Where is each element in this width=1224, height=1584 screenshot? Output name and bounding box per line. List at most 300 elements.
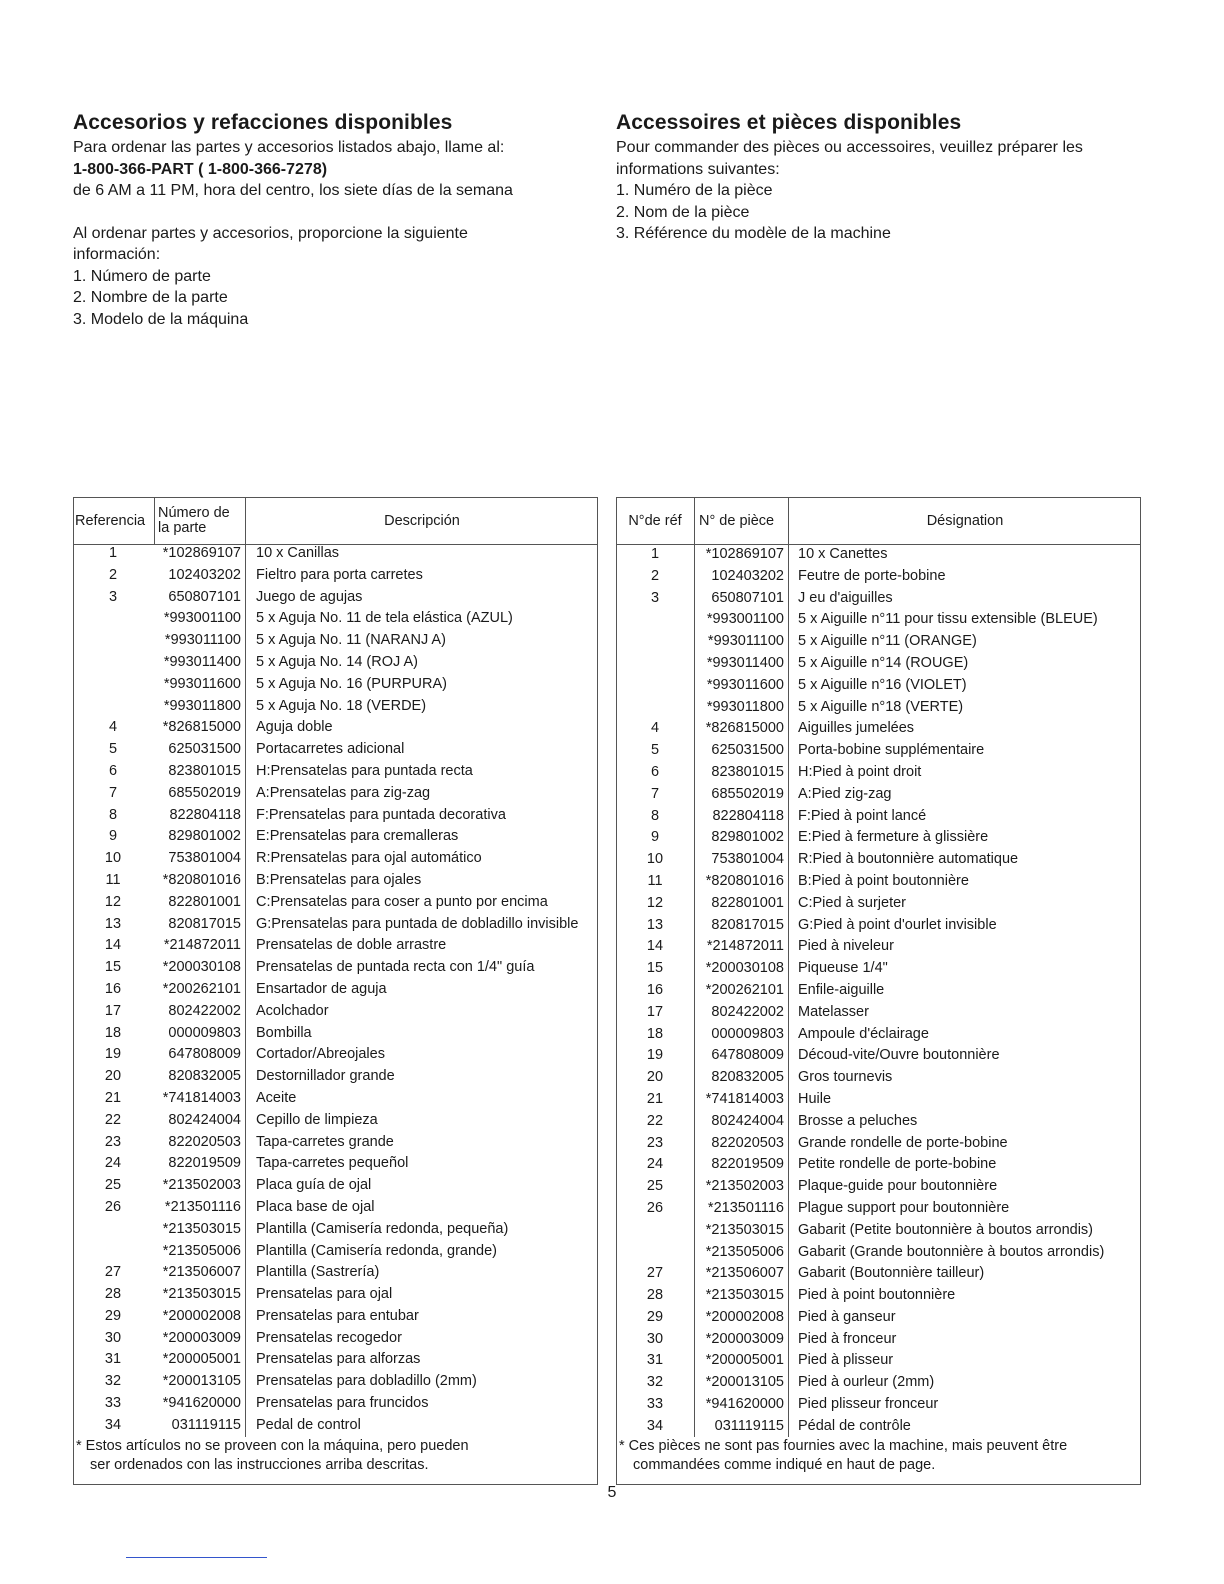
table-row <box>617 1242 1140 1264</box>
table-row <box>74 1044 597 1066</box>
description-cell: Plague support pour boutonnière <box>798 1199 1010 1216</box>
table-row <box>617 1198 1140 1220</box>
part-number-cell: 820832005 <box>168 1068 241 1085</box>
table-row <box>74 1110 597 1132</box>
description-cell: Piqueuse 1/4" <box>798 960 888 977</box>
description-cell: Ensartador de aguja <box>256 980 387 997</box>
description-cell: Gabarit (Boutonnière tailleur) <box>798 1265 985 1282</box>
table-row <box>617 762 1140 784</box>
description-cell: F:Prensatelas para puntada decorativa <box>256 806 506 823</box>
part-number-cell: 753801004 <box>168 850 241 867</box>
table-row <box>617 827 1140 849</box>
description-cell: R:Pied à boutonnière automatique <box>798 851 1019 868</box>
description-cell: Pied à niveleur <box>798 938 894 955</box>
part-number-cell: *200262101 <box>162 980 241 997</box>
description-cell: Pied à point boutonnière <box>798 1287 956 1304</box>
description-cell: G:Pied à point d'ourlet invisible <box>798 916 997 933</box>
table-row <box>617 1394 1140 1416</box>
table-row <box>617 958 1140 980</box>
description-cell: 5 x Aguja No. 14 (ROJ A) <box>256 653 418 670</box>
header-numero-line-1: Número de <box>158 505 230 521</box>
table-row <box>617 1067 1140 1089</box>
table-row <box>617 697 1140 719</box>
french-intro-line-2: informations suivantes: <box>616 160 780 178</box>
table-row <box>617 1220 1140 1242</box>
description-cell: Ampoule d'éclairage <box>798 1025 929 1042</box>
table-row <box>74 717 597 739</box>
spanish-intro <box>73 111 593 330</box>
part-number-cell: *200002008 <box>162 1307 241 1324</box>
description-cell: H:Prensatelas para puntada recta <box>256 762 473 779</box>
table-header <box>617 498 1140 545</box>
description-cell: Cortador/Abreojales <box>256 1046 385 1063</box>
ref-cell: 18 <box>104 1024 122 1041</box>
part-number-cell: *993001100 <box>163 610 241 627</box>
ref-cell: 23 <box>104 1133 122 1150</box>
table-row <box>74 1349 597 1371</box>
description-cell: Cepillo de limpieza <box>256 1111 378 1128</box>
table-row <box>617 1111 1140 1133</box>
ref-cell: 24 <box>104 1155 122 1172</box>
ref-cell: 31 <box>646 1352 664 1369</box>
ref-cell: 11 <box>105 871 121 888</box>
description-cell: E:Prensatelas para cremalleras <box>256 828 459 845</box>
part-number-cell: *826815000 <box>705 720 784 737</box>
table-row <box>74 848 597 870</box>
french-intro-line-1: Pour commander des pièces ou accessoires, veuillez préparer les <box>616 139 1083 156</box>
spanish-order-line-2: información: <box>73 246 161 263</box>
ref-cell: 27 <box>646 1265 664 1282</box>
footnote-line-1: * Estos artículos no se proveen con la máquina, pero pueden <box>76 1438 469 1454</box>
part-number-cell: *200013105 <box>162 1373 241 1390</box>
spanish-intro-text: Para ordenar las partes y accesorios listados abajo, llame al: <box>73 139 505 156</box>
ref-cell: 18 <box>646 1025 664 1042</box>
description-cell: C:Prensatelas para coser a punto por encima <box>256 893 548 910</box>
description-cell: Prensatelas para entubar <box>256 1307 419 1324</box>
table-row <box>617 1350 1140 1372</box>
description-cell: Gabarit (Grande boutonnière à boutos arrondis) <box>798 1243 1105 1260</box>
header-no-de-ref: N°de réf <box>628 512 682 529</box>
part-number-cell: *993011600 <box>706 676 784 693</box>
table-row <box>74 1306 597 1328</box>
ref-cell: 22 <box>646 1112 664 1129</box>
description-cell: Pied à fronceur <box>798 1330 897 1347</box>
part-number-cell: *941620000 <box>705 1396 784 1413</box>
description-cell: E:Pied à fermeture à glissière <box>798 829 989 846</box>
table-row <box>617 588 1140 610</box>
table-row <box>617 1372 1140 1394</box>
ref-cell: 26 <box>646 1199 664 1216</box>
table-row <box>74 630 597 652</box>
footnote-line-2: ser ordenados con las instrucciones arriba descritas. <box>90 1457 429 1473</box>
table-row <box>74 935 597 957</box>
spanish-list-item: 2. Nombre de la parte <box>73 289 228 306</box>
table-row <box>617 1154 1140 1176</box>
ref-cell: 32 <box>646 1374 664 1391</box>
ref-cell: 7 <box>650 785 660 802</box>
ref-cell: 19 <box>646 1047 664 1064</box>
description-cell: Placa guía de ojal <box>256 1177 372 1194</box>
table-row <box>74 674 597 696</box>
ref-cell: 4 <box>108 719 118 736</box>
ref-cell: 1 <box>108 545 118 561</box>
description-cell: Aceite <box>256 1089 297 1106</box>
ref-cell: 17 <box>646 1003 664 1020</box>
part-number-cell: *993011400 <box>706 654 784 671</box>
part-number-cell: *200005001 <box>705 1352 784 1369</box>
ref-cell: 2 <box>108 566 118 583</box>
description-cell: Gabarit (Petite boutonnière à boutos arrondis) <box>798 1221 1094 1238</box>
part-number-cell: *213505006 <box>162 1242 241 1259</box>
part-number-cell: *213503015 <box>705 1221 784 1238</box>
part-number-cell: *213501116 <box>164 1198 241 1215</box>
table-rows <box>617 544 1140 1438</box>
ref-cell: 33 <box>646 1396 664 1413</box>
table-row <box>74 1393 597 1415</box>
part-number-cell: 822801001 <box>711 894 784 911</box>
description-cell: C:Pied à surjeter <box>798 894 906 911</box>
ref-cell: 16 <box>646 981 664 998</box>
ref-cell: 10 <box>104 850 122 867</box>
french-title: Accessoires et pièces disponibles <box>616 111 962 134</box>
ref-cell: 24 <box>646 1156 664 1173</box>
table-row <box>74 1066 597 1088</box>
table-row <box>74 696 597 718</box>
part-number-cell: 822019509 <box>168 1155 241 1172</box>
table-row <box>617 893 1140 915</box>
description-cell: 5 x Aiguille n°11 pour tissu extensible (BLEUE) <box>798 611 1098 628</box>
description-cell: Pied à plisseur <box>798 1352 894 1369</box>
description-cell: B:Prensatelas para ojales <box>256 871 422 888</box>
ref-cell: 8 <box>650 807 660 824</box>
ref-cell: 21 <box>646 1090 664 1107</box>
part-number-cell: 822020503 <box>168 1133 241 1150</box>
table-row <box>74 957 597 979</box>
description-cell: Petite rondelle de porte-bobine <box>798 1156 997 1173</box>
ref-cell: 8 <box>108 806 118 823</box>
description-cell: 5 x Aguja No. 11 (NARANJ A) <box>256 632 446 649</box>
header-numero-de-parte <box>158 498 248 544</box>
table-row <box>74 1001 597 1023</box>
description-cell: Prensatelas para dobladillo (2mm) <box>256 1373 477 1390</box>
table-row <box>617 653 1140 675</box>
part-number-cell: 829801002 <box>711 829 784 846</box>
part-number-cell: *213503015 <box>162 1286 241 1303</box>
table-row <box>617 718 1140 740</box>
description-cell: Feutre de porte-bobine <box>798 567 946 584</box>
ref-cell: 30 <box>104 1329 122 1346</box>
part-number-cell: 822019509 <box>711 1156 784 1173</box>
table-row <box>74 1328 597 1350</box>
footer-rule <box>126 1557 267 1558</box>
part-number-cell: *993001100 <box>706 611 784 628</box>
ref-cell: 15 <box>646 960 664 977</box>
table-row <box>617 1089 1140 1111</box>
part-number-cell: 802424004 <box>168 1111 241 1128</box>
description-cell: Pied plisseur fronceur <box>798 1396 939 1413</box>
spanish-list-item: 1. Número de parte <box>73 267 211 285</box>
description-cell: Acolchador <box>256 1002 329 1019</box>
table-row <box>617 915 1140 937</box>
table-row <box>74 1219 597 1241</box>
table-row <box>74 1088 597 1110</box>
table-row <box>617 1133 1140 1155</box>
part-number-cell: *200003009 <box>705 1330 784 1347</box>
table-row <box>74 1284 597 1306</box>
ref-cell: 16 <box>104 980 122 997</box>
description-cell: J eu d'aiguilles <box>798 589 893 606</box>
ref-cell: 21 <box>104 1089 122 1106</box>
ref-cell: 32 <box>104 1373 122 1390</box>
table-row <box>617 1285 1140 1307</box>
ref-cell: 14 <box>104 937 122 954</box>
footnote-line-2: commandées comme indiqué en haut de page. <box>633 1457 936 1473</box>
part-number-cell: *741814003 <box>705 1090 784 1107</box>
table-row <box>617 1045 1140 1067</box>
table-row <box>74 1415 597 1437</box>
part-number-cell: 647808009 <box>168 1046 241 1063</box>
description-cell: Aguja doble <box>256 719 333 736</box>
table-row <box>617 806 1140 828</box>
description-cell: Prensatelas recogedor <box>256 1329 402 1346</box>
table-rows <box>74 543 597 1437</box>
description-cell: G:Prensatelas para puntada de dobladillo invisible <box>256 915 579 932</box>
description-cell: Brosse a peluches <box>798 1112 918 1129</box>
part-number-cell: *213502003 <box>705 1178 784 1195</box>
table-row <box>617 1024 1140 1046</box>
table-row <box>74 914 597 936</box>
header-referencia: Referencia <box>75 512 146 529</box>
table-row <box>74 826 597 848</box>
part-number-cell: 802424004 <box>711 1112 784 1129</box>
table-row <box>617 936 1140 958</box>
description-cell: Prensatelas para ojal <box>256 1286 393 1303</box>
table-row <box>74 1153 597 1175</box>
french-parts-table <box>616 497 1141 1485</box>
part-number-cell: *102869107 <box>162 545 241 561</box>
footnote-line-1: * Ces pièces ne sont pas fournies avec la machine, mais peuvent être <box>619 1438 1068 1454</box>
table-row <box>74 565 597 587</box>
french-list-item: 1. Numéro de la pièce <box>616 182 773 199</box>
description-cell: A:Pied zig-zag <box>798 785 892 802</box>
part-number-cell: *993011800 <box>163 697 241 714</box>
ref-cell: 6 <box>650 763 660 780</box>
part-number-cell: *741814003 <box>162 1089 241 1106</box>
part-number-cell: *200030108 <box>162 959 241 976</box>
table-row <box>617 740 1140 762</box>
french-list-item: 3. Référence du modèle de la machine <box>616 225 891 242</box>
part-number-cell: 031119115 <box>171 1416 241 1433</box>
spanish-hours: de 6 AM a 11 PM, hora del centro, los siete días de la semana <box>73 182 513 199</box>
description-cell: Pied à ourleur (2mm) <box>798 1374 935 1391</box>
part-number-cell: 823801015 <box>168 762 241 779</box>
part-number-cell: 647808009 <box>711 1047 784 1064</box>
spanish-title: Accesorios y refacciones disponibles <box>73 111 453 134</box>
table-row <box>74 1023 597 1045</box>
ref-cell: 1 <box>650 546 660 562</box>
ref-cell: 23 <box>646 1134 664 1151</box>
ref-cell: 20 <box>646 1069 664 1086</box>
header-designation: Désignation <box>926 512 1004 529</box>
part-number-cell: *200030108 <box>705 960 784 977</box>
ref-cell: 11 <box>647 872 663 889</box>
table-row <box>74 761 597 783</box>
description-cell: A:Prensatelas para zig-zag <box>256 784 431 801</box>
ref-cell: 13 <box>646 916 664 933</box>
part-number-cell: *213505006 <box>705 1243 784 1260</box>
part-number-cell: *213503015 <box>705 1287 784 1304</box>
part-number-cell: 822801001 <box>168 893 241 910</box>
table-row <box>74 1371 597 1393</box>
part-number-cell: 753801004 <box>711 851 784 868</box>
part-number-cell: *213501116 <box>707 1199 784 1216</box>
description-cell: Destornillador grande <box>256 1068 395 1085</box>
ref-cell: 27 <box>104 1264 122 1281</box>
ref-cell: 4 <box>650 720 660 737</box>
description-cell: Tapa-carretes pequeñol <box>256 1155 409 1172</box>
part-number-cell: *200003009 <box>162 1329 241 1346</box>
table-row <box>617 609 1140 631</box>
table-row <box>74 652 597 674</box>
table-row <box>74 979 597 1001</box>
ref-cell: 28 <box>646 1287 664 1304</box>
description-cell: Matelasser <box>798 1003 869 1020</box>
table-row <box>617 980 1140 1002</box>
part-number-cell: *200013105 <box>705 1374 784 1391</box>
part-number-cell: *993011100 <box>164 632 241 649</box>
table-row <box>74 870 597 892</box>
part-number-cell: 820817015 <box>168 915 241 932</box>
ref-cell: 28 <box>104 1286 122 1303</box>
description-cell: Découd-vite/Ouvre boutonnière <box>798 1047 1000 1064</box>
description-cell: Plantilla (Sastrería) <box>256 1264 380 1281</box>
part-number-cell: 650807101 <box>711 589 784 606</box>
part-number-cell: 820832005 <box>711 1069 784 1086</box>
ref-cell: 5 <box>108 741 118 758</box>
table-row <box>74 1175 597 1197</box>
description-cell: Gros tournevis <box>798 1069 893 1086</box>
description-cell: Plantilla (Camisería redonda, pequeña) <box>256 1220 509 1237</box>
description-cell: 5 x Aiguille n°14 (ROUGE) <box>798 654 969 671</box>
ref-cell: 25 <box>104 1177 122 1194</box>
table-row <box>617 631 1140 653</box>
ref-cell: 22 <box>104 1111 122 1128</box>
ref-cell: 3 <box>108 588 118 605</box>
part-number-cell: *993011800 <box>706 698 784 715</box>
description-cell: Placa base de ojal <box>256 1198 375 1215</box>
part-number-cell: *213506007 <box>162 1264 241 1281</box>
ref-cell: 9 <box>108 828 118 845</box>
ref-cell: 15 <box>104 959 122 976</box>
description-cell: Plaque-guide pour boutonnière <box>798 1178 998 1195</box>
description-cell: Bombilla <box>256 1024 312 1041</box>
part-number-cell: *213502003 <box>162 1177 241 1194</box>
spanish-list-item: 3. Modelo de la máquina <box>73 310 249 328</box>
description-cell: 5 x Aguja No. 18 (VERDE) <box>256 697 427 714</box>
description-cell: Portacarretes adicional <box>256 741 405 758</box>
table-row <box>74 739 597 761</box>
table-row <box>74 543 597 565</box>
part-number-cell: 822020503 <box>711 1134 784 1151</box>
header-descripcion: Descripción <box>384 512 460 529</box>
table-row <box>617 871 1140 893</box>
table-row <box>74 608 597 630</box>
ref-cell: 29 <box>646 1308 664 1325</box>
description-cell: Pédal de contrôle <box>798 1417 911 1434</box>
part-number-cell: 802422002 <box>711 1003 784 1020</box>
part-number-cell: 685502019 <box>168 784 241 801</box>
part-number-cell: *214872011 <box>706 938 784 955</box>
table-row <box>617 784 1140 806</box>
table-row <box>74 1262 597 1284</box>
page-number: 5 <box>607 1484 617 1501</box>
description-cell: Prensatelas de doble arrastre <box>256 937 447 954</box>
table-row <box>74 1132 597 1154</box>
ref-cell: 7 <box>108 784 118 801</box>
part-number-cell: *941620000 <box>162 1395 241 1412</box>
part-number-cell: *200005001 <box>162 1351 241 1368</box>
table-row <box>617 566 1140 588</box>
ref-cell: 34 <box>646 1417 664 1434</box>
table-row <box>617 1002 1140 1024</box>
part-number-cell: 685502019 <box>711 785 784 802</box>
part-number-cell: *213506007 <box>705 1265 784 1282</box>
spanish-phone: 1-800-366-PART ( 1-800-366-7278) <box>73 160 328 178</box>
part-number-cell: 820817015 <box>711 916 784 933</box>
description-cell: H:Pied à point droit <box>798 763 922 780</box>
ref-cell: 19 <box>104 1046 122 1063</box>
part-number-cell: *993011100 <box>707 633 784 650</box>
ref-cell: 26 <box>104 1198 122 1215</box>
table-row <box>617 544 1140 566</box>
description-cell: R:Prensatelas para ojal automático <box>256 850 482 867</box>
part-number-cell: *820801016 <box>705 872 784 889</box>
part-number-cell: 102403202 <box>711 567 784 584</box>
description-cell: Prensatelas de puntada recta con 1/4" guía <box>256 959 535 976</box>
table-row <box>74 1241 597 1263</box>
ref-cell: 14 <box>646 938 664 955</box>
ref-cell: 10 <box>646 851 664 868</box>
table-row <box>617 1329 1140 1351</box>
description-cell: Grande rondelle de porte-bobine <box>798 1134 1008 1151</box>
description-cell: Prensatelas para alforzas <box>256 1351 421 1368</box>
table-row <box>617 1416 1140 1438</box>
part-number-cell: 650807101 <box>168 588 241 605</box>
french-intro <box>616 111 1156 245</box>
description-cell: Tapa-carretes grande <box>256 1133 394 1150</box>
table-row <box>617 849 1140 871</box>
part-number-cell: 625031500 <box>711 742 784 759</box>
table-header <box>74 498 597 545</box>
part-number-cell: *102869107 <box>705 546 784 562</box>
table-row <box>617 1176 1140 1198</box>
part-number-cell: 829801002 <box>168 828 241 845</box>
description-cell: Fieltro para porta carretes <box>256 566 423 583</box>
table-row <box>74 587 597 609</box>
spanish-order-line-1: Al ordenar partes y accesorios, proporcione la siguiente <box>73 224 468 242</box>
description-cell: Huile <box>798 1090 832 1107</box>
header-numero-line-2: la parte <box>158 520 207 536</box>
description-cell: Juego de agujas <box>256 588 363 605</box>
part-number-cell: 822804118 <box>712 807 784 824</box>
part-number-cell: *200262101 <box>705 981 784 998</box>
part-number-cell: 000009803 <box>168 1024 241 1041</box>
ref-cell: 12 <box>104 893 122 910</box>
part-number-cell: *200002008 <box>705 1308 784 1325</box>
part-number-cell: *213503015 <box>162 1220 241 1237</box>
description-cell: 5 x Aiguille n°16 (VIOLET) <box>798 676 967 693</box>
part-number-cell: *214872011 <box>163 937 241 954</box>
